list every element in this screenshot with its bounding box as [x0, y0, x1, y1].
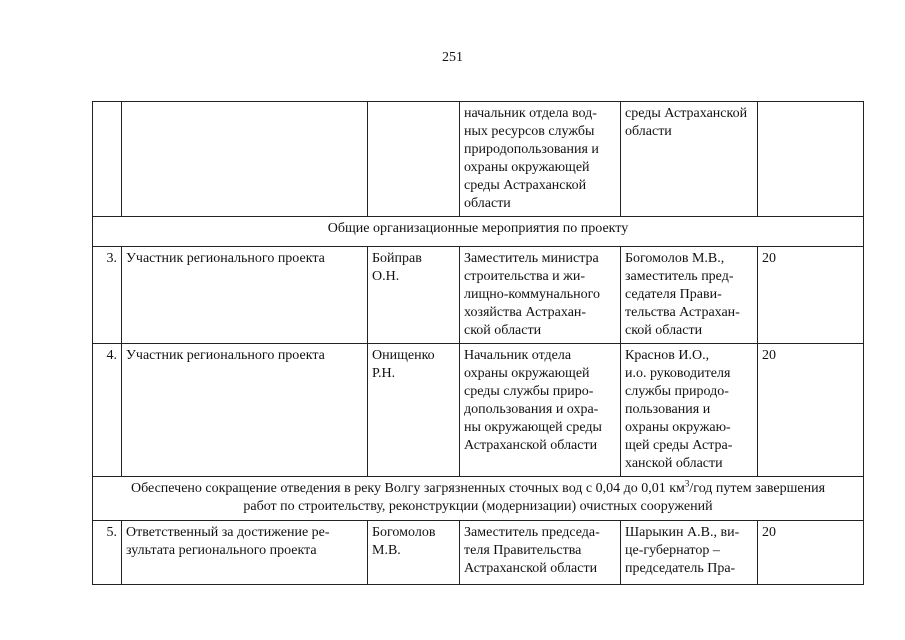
row-number: 3. — [93, 247, 122, 344]
supervisor-cell-line: ханской области — [625, 456, 723, 471]
supervisor-cell-line: седателя Прави- — [625, 287, 722, 302]
supervisor-cell-line: ской области — [625, 323, 703, 338]
section-header-row — [93, 477, 864, 521]
supervisor-cell-line: тельства Астрахан- — [625, 305, 740, 320]
position-cell-line: теля Правительства — [464, 543, 582, 558]
supervisor-cell-line: щей среды Астра- — [625, 438, 733, 453]
person-cell-line: М.В. — [372, 543, 401, 558]
supervisor-cell — [621, 102, 758, 217]
superscript: 3 — [684, 478, 690, 489]
supervisor-cell-line: охраны окружаю- — [625, 420, 731, 435]
position-cell — [460, 102, 621, 217]
supervisor-cell-line: службы природо- — [625, 384, 729, 399]
supervisor-cell-line: це-губернатор – — [625, 543, 720, 558]
table-row — [93, 344, 864, 477]
role-cell-line: Участник регионального проекта — [126, 251, 325, 266]
percent-cell: 20 — [758, 344, 864, 477]
supervisor-cell-line: заместитель пред- — [625, 269, 734, 284]
position-cell-line: Астраханской области — [464, 561, 598, 576]
person-cell-line: Бойправ — [372, 251, 422, 266]
role-cell — [122, 247, 368, 344]
row-number — [93, 102, 122, 217]
position-cell-line: ны окружающей среды — [464, 420, 602, 435]
supervisor-cell-line: Шарыкин А.В., ви- — [625, 525, 740, 540]
role-cell — [122, 521, 368, 585]
position-cell-line: лищно-коммунального — [464, 287, 601, 302]
person-cell-line: Р.Н. — [372, 366, 396, 381]
percent-cell: 20 — [758, 247, 864, 344]
position-cell-line: охраны окружающей — [464, 366, 590, 381]
person-cell-line: Онищенко — [372, 348, 435, 363]
position-cell-line: ных ресурсов службы — [464, 124, 595, 139]
percent-cell: 20 — [758, 521, 864, 585]
role-cell-line: Участник регионального проекта — [126, 348, 325, 363]
person-cell — [368, 102, 460, 217]
position-cell-line: Заместитель председа- — [464, 525, 600, 540]
supervisor-cell-line: Богомолов М.В., — [625, 251, 725, 266]
row-number: 5. — [93, 521, 122, 585]
table-row — [93, 102, 864, 217]
position-cell-line: Астраханской области — [464, 438, 598, 453]
position-cell-line: строительства и жи- — [464, 269, 585, 284]
section-title — [93, 477, 864, 521]
supervisor-cell-line: председатель Пра- — [625, 561, 736, 576]
position-cell — [460, 521, 621, 585]
position-cell-line: Начальник отдела — [464, 348, 572, 363]
supervisor-cell — [621, 344, 758, 477]
section-header-row — [93, 217, 864, 247]
position-cell-line: ской области — [464, 323, 542, 338]
supervisor-cell-line: пользования и — [625, 402, 711, 417]
responsibility-table — [92, 101, 864, 585]
position-cell-line: среды Астраханской — [464, 178, 587, 193]
person-cell-line: Богомолов — [372, 525, 436, 540]
supervisor-cell — [621, 247, 758, 344]
position-cell-line: области — [464, 196, 511, 211]
person-cell — [368, 344, 460, 477]
position-cell — [460, 344, 621, 477]
section-title: Общие организационные мероприятия по проекту — [93, 217, 864, 247]
page-number: 251 — [442, 50, 463, 65]
position-cell-line: допользования и охра- — [464, 402, 599, 417]
supervisor-cell-line: области — [625, 124, 672, 139]
supervisor-cell-line: среды Астраханской — [625, 106, 748, 121]
position-cell-line: Заместитель министра — [464, 251, 599, 266]
position-cell-line: начальник отдела вод- — [464, 106, 597, 121]
role-cell — [122, 102, 368, 217]
section-text: работ по строительству, реконструкции (модернизации) очистных сооружений — [243, 499, 713, 514]
position-cell-line: хозяйства Астрахан- — [464, 305, 587, 320]
person-cell — [368, 521, 460, 585]
position-cell — [460, 247, 621, 344]
person-cell — [368, 247, 460, 344]
percent-cell — [758, 102, 864, 217]
table-row — [93, 247, 864, 344]
supervisor-cell-line: Краснов И.О., — [625, 348, 710, 363]
person-cell-line: О.Н. — [372, 269, 400, 284]
position-cell-line: охраны окружающей — [464, 160, 590, 175]
supervisor-cell — [621, 521, 758, 585]
role-cell-line: Ответственный за достижение ре- — [126, 525, 330, 540]
position-cell-line: природопользования и — [464, 142, 599, 157]
table-row — [93, 521, 864, 585]
supervisor-cell-line: и.о. руководителя — [625, 366, 731, 381]
section-text: /год путем завершения — [689, 481, 826, 496]
role-cell — [122, 344, 368, 477]
row-number: 4. — [93, 344, 122, 477]
position-cell-line: среды службы приро- — [464, 384, 594, 399]
section-text: Обеспечено сокращение отведения в реку Волгу загрязненных сточных вод с 0,04 до 0,01 км — [130, 481, 685, 496]
role-cell-line: зультата регионального проекта — [126, 543, 317, 558]
